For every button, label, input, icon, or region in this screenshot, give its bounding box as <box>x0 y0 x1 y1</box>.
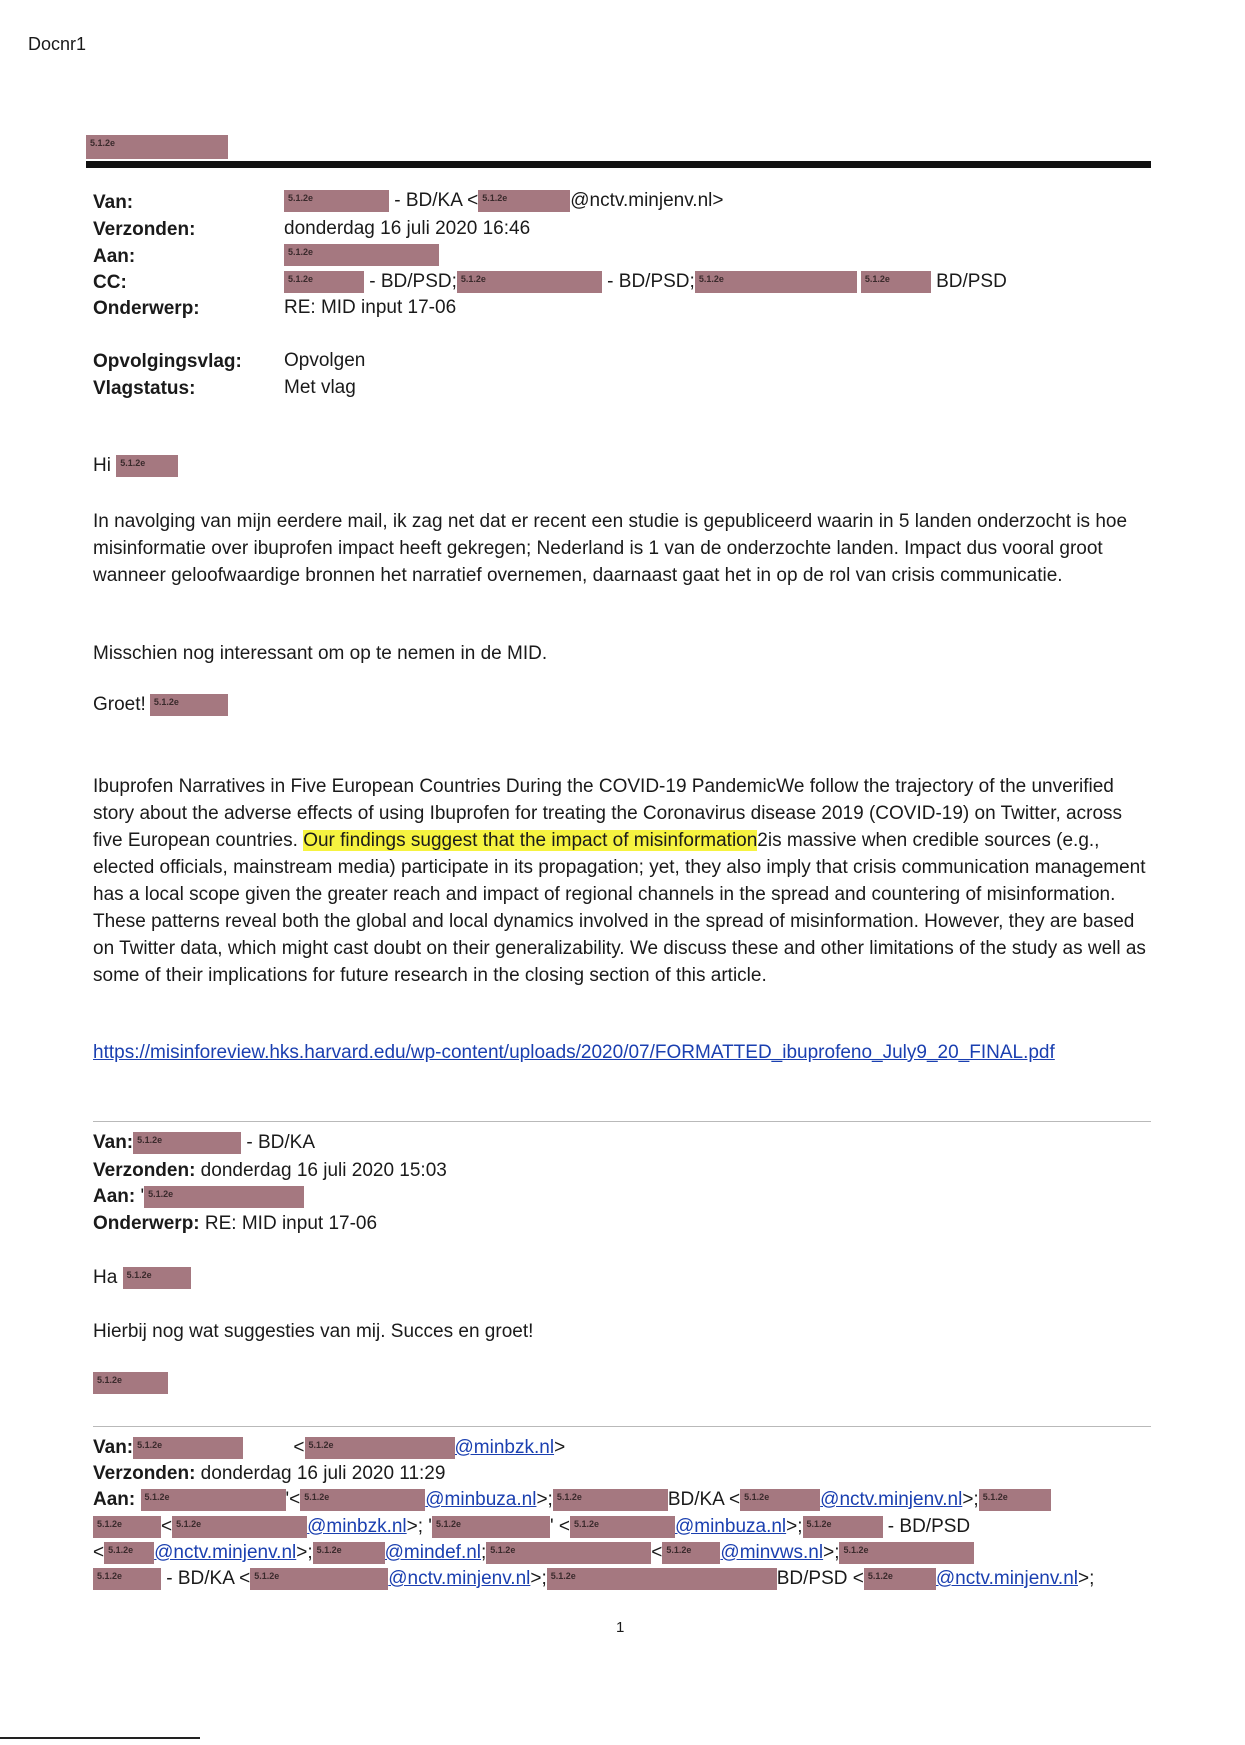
email2-from: Van: 5.1.2e - BD/KA <box>93 1132 316 1154</box>
cc-label: CC: <box>93 272 127 293</box>
flag-value: Opvolgen <box>284 350 366 371</box>
signoff: Groet! 5.1.2e <box>93 694 228 716</box>
study-abstract: Ibuprofen Narratives in Five European Countries During the COVID-19 PandemicWe follow the trajectory of the unverified story about the adverse effects of using Ibuprofen for treating the Coronavirus disease 2019 (COVID-19) on Twitter, across five European countries. Our findings suggest that the impact of misinformation2is massive when credible sources (e.g., elected officials, mainstream media) participate in its propagation; yet, they also imply that crisis communication management has a local scope given the greater reach and impact of regional channels in the spread and countering of misinformation. These patterns reveal both the global and local dynamics involved in the spread of misinformation. However, they are based on Twitter data, which might cast doubt on their generalizability. We discuss these and other limitations of the study as well as some of their implications for future research in the closing section of this article. <box>93 776 1146 986</box>
document-number: Docnr1 <box>28 34 87 54</box>
header-divider <box>86 161 1151 168</box>
email2-subject: Onderwerp: RE: MID input 17-06 <box>93 1213 378 1234</box>
redaction-block: 5.1.2e <box>86 135 228 159</box>
sent-value: donderdag 16 juli 2020 16:46 <box>284 218 531 239</box>
footer-line <box>0 1737 200 1739</box>
email2-sent: Verzonden: donderdag 16 juli 2020 15:03 <box>93 1160 447 1181</box>
body-paragraph-1: In navolging van mijn eerdere mail, ik zag net dat er recent een studie is gepubliceerd waarin in 5 landen onderzocht is hoe misinformatie over ibuprofen impact heeft gekregen; Nederland is 1 van de onderzochte landen. Impact dus vooral groot wanneer geloofwaardige bronnen het narratief overnemen, daarnaast gaat het in op de rol van crisis communicatie. <box>93 511 1128 586</box>
study-link[interactable]: https://misinforeview.hks.harvard.edu/wp-content/uploads/2020/07/FORMATTED_ibuprofeno_July9_20_FINAL.pdf <box>93 1042 1055 1063</box>
flag-status-value: Met vlag <box>284 377 356 398</box>
email3-to-link[interactable]: @minbuza.nl <box>425 1489 537 1511</box>
email2-to: Aan: ' 5.1.2e <box>93 1186 304 1208</box>
page-number: 1 <box>616 1619 625 1636</box>
email3-to-link[interactable]: @nctv.minjenv.nl <box>935 1568 1079 1590</box>
subject-label: Onderwerp: <box>93 298 200 319</box>
email2-greeting: Ha 5.1.2e <box>93 1267 191 1289</box>
email3-from: Van: 5.1.2e < 5.1.2e @minbzk.nl> <box>93 1437 566 1459</box>
cc-value: 5.1.2e - BD/PSD; 5.1.2e - BD/PSD; 5.1.2e 5.1.2e BD/PSD <box>284 271 1007 293</box>
from-label: Van: <box>93 192 134 213</box>
greeting: Hi 5.1.2e <box>93 455 178 477</box>
email3-to-row-4: 5.1.2e - BD/KA < 5.1.2e @nctv.minjenv.nl>; 5.1.2e BD/PSD < 5.1.2e @nctv.minjenv.nl>; <box>93 1568 1094 1590</box>
email3-to-link[interactable]: @minvws.nl <box>720 1542 824 1564</box>
email3-sent: Verzonden: donderdag 16 juli 2020 11:29 <box>93 1463 446 1484</box>
email2-signature-redaction: 5.1.2e <box>93 1372 168 1394</box>
flag-status-label: Vlagstatus: <box>93 378 196 399</box>
email3-to-link[interactable]: @minbuza.nl <box>674 1516 787 1538</box>
sent-label: Verzonden: <box>93 219 196 240</box>
email3-to-row-2: 5.1.2e < 5.1.2e @minbzk.nl>; ' 5.1.2e ' < 5.1.2e @minbuza.nl>; 5.1.2e - BD/PSD <box>93 1516 970 1538</box>
email3-to-row-1: Aan: 5.1.2e '< 5.1.2e @minbuza.nl>; 5.1.2e BD/KA < 5.1.2e @nctv.minjenv.nl>; 5.1.2e <box>93 1489 1051 1511</box>
to-label: Aan: <box>93 246 136 267</box>
flag-label: Opvolgingsvlag: <box>93 351 242 372</box>
email3-to-link[interactable]: @mindef.nl <box>384 1542 482 1564</box>
email3-to-link[interactable]: @nctv.minjenv.nl <box>820 1489 963 1511</box>
email3-to-link[interactable]: @nctv.minjenv.nl <box>388 1568 531 1590</box>
highlighted-phrase: Our findings suggest that the impact of misinformation <box>303 830 758 851</box>
subject-value: RE: MID input 17-06 <box>284 297 457 318</box>
email-separator-2 <box>93 1426 1151 1427</box>
body-paragraph-2: Misschien nog interessant om op te nemen in de MID. <box>93 643 548 664</box>
to-value: 5.1.2e <box>284 244 439 266</box>
email2-body: Hierbij nog wat suggesties van mij. Succes en groet! <box>93 1321 534 1342</box>
email3-to-link[interactable]: @nctv.minjenv.nl <box>154 1542 297 1564</box>
email3-to-row-3: < 5.1.2e @nctv.minjenv.nl>; 5.1.2e @mindef.nl; 5.1.2e < 5.1.2e @minvws.nl>; 5.1.2e <box>93 1542 974 1564</box>
email3-from-link[interactable]: @minbzk.nl <box>454 1437 555 1459</box>
from-value: 5.1.2e - BD/KA < 5.1.2e @nctv.minjenv.nl> <box>284 190 723 212</box>
email3-to-link[interactable]: @minbzk.nl <box>307 1516 407 1538</box>
email-separator <box>93 1121 1151 1122</box>
